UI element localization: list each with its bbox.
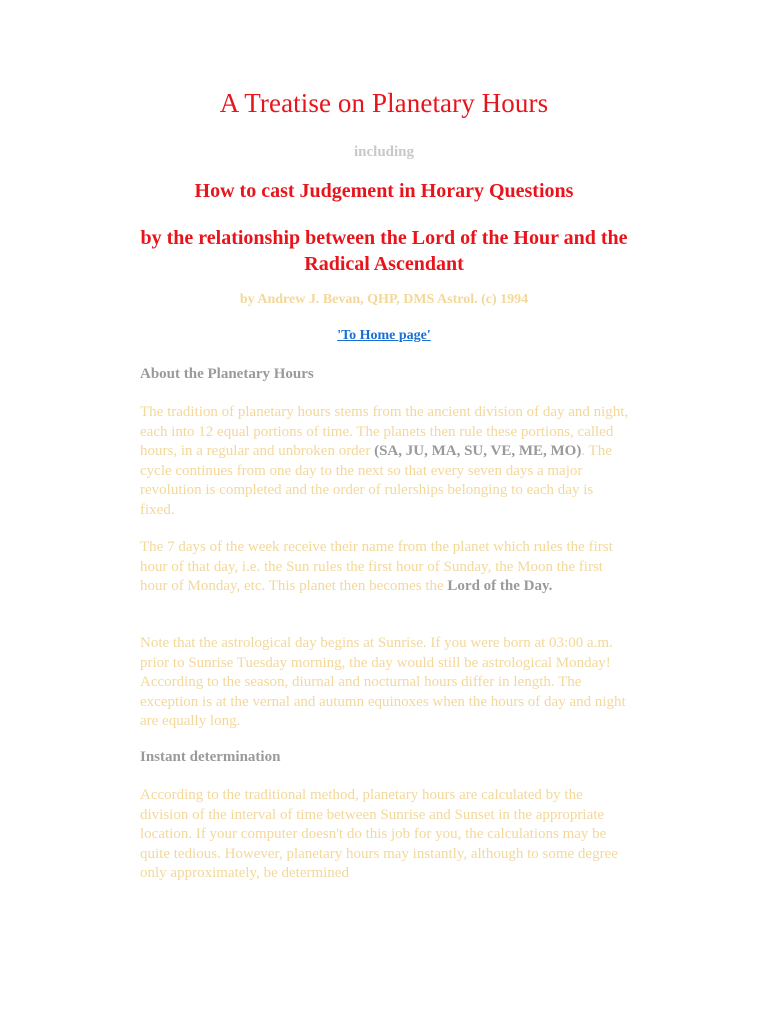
planet-order-text: (SA, JU, MA, SU, VE, ME, MO) xyxy=(374,443,582,460)
section-heading-about: About the Planetary Hours xyxy=(140,366,314,382)
paragraph-days-text: The 7 days of the week receive their name from the planet which rules the first hour of that day, i.e. the Sun rules the first hour of Sunday, the Moon the first hour of Monday, etc. This planet then becomes the xyxy=(140,539,613,595)
paragraph-tradition-text-a: The tradition of planetary hours stems from the ancient division of day and night, each into 12 equal portions of time. The planets then rule these portions, called hours, in a regular and unbroken order xyxy=(140,404,629,460)
including-label: including xyxy=(353,144,415,160)
paragraph-tradition xyxy=(140,403,630,521)
subtitle-horary: How to cast Judgement in Horary Questions xyxy=(194,180,574,202)
page-title: A Treatise on Planetary Hours xyxy=(219,88,549,118)
paragraph-astrological-day: Note that the astrological day begins at Sunrise. If you were born at 03:00 a.m. prior to Sunrise Tuesday morning, the day would still be astrological Monday! According to the season, diurnal and nocturnal hours differ in length. The exception is at the vernal and autumn equinoxes when the hours of day and night are equally long. xyxy=(140,635,626,730)
paragraph-traditional-method: According to the traditional method, planetary hours are calculated by the division of the interval of time between Sunrise and Sunset in the appropriate location. If your computer doesn't do this job for you, the calculations may be quite tedious. However, planetary hours may instantly, although to some degree only approximately, be determined xyxy=(140,787,618,882)
paragraph-days-of-week xyxy=(140,538,630,597)
paragraph-tradition-text-b: . The cycle continues from one day to the next so that every seven days a major revolution is completed and the order of rulerships belonging to each day is fixed. xyxy=(140,443,612,518)
home-link-container xyxy=(0,328,768,344)
section-heading-instant: Instant determination xyxy=(140,749,281,765)
lord-of-day-text: Lord of the Day. xyxy=(447,578,553,595)
home-page-link[interactable]: 'To Home page' xyxy=(337,328,431,343)
subtitle-relationship: by the relationship between the Lord of the Hour and the Radical Ascendant xyxy=(140,227,628,275)
author-byline: by Andrew J. Bevan, QHP, DMS Astrol. (c) 1994 xyxy=(239,292,529,307)
